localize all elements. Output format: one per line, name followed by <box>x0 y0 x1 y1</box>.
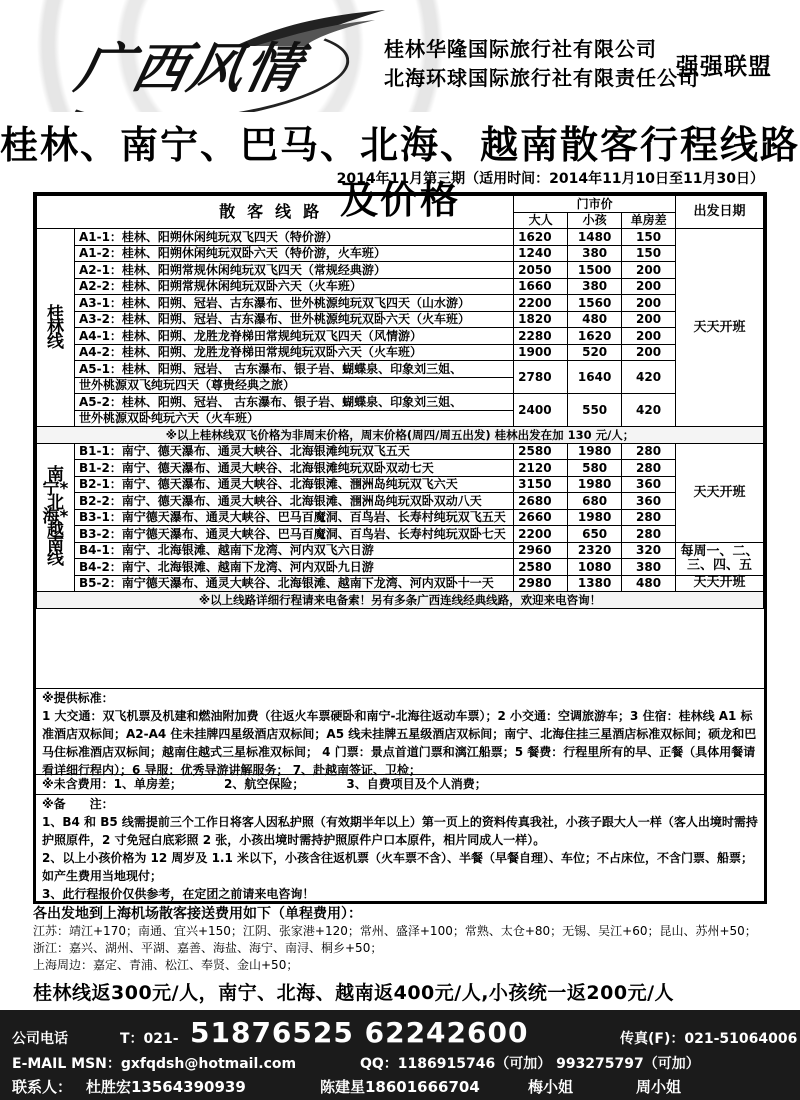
price-single: 420 <box>622 394 676 427</box>
table-row <box>37 476 764 493</box>
route-name: A2-1：桂林、阳朔常规休闲纯玩双飞四天（常规经典游） <box>74 262 513 279</box>
price-child: 380 <box>568 245 622 262</box>
transfer-title: 各出发地到上海机场散客接送费用如下（单程费用）： <box>33 906 362 922</box>
route-name: B2-2：南宁、德天瀑布、通灵大峡谷、北海银滩、涠洲岛纯玩双卧双动八天 <box>74 493 513 510</box>
price-child: 650 <box>568 526 622 543</box>
price-adult: 2960 <box>514 542 568 559</box>
group-label-nanning: 南宁*北海*越南线 <box>37 443 75 592</box>
departure-nanning-2: 每周一、二、三、四、五 <box>676 542 764 575</box>
route-name: A3-1：桂林、阳朔、冠岩、古东瀑布、世外桃源纯玩双飞四天（山水游） <box>74 295 513 312</box>
logo-text: 广西风情 <box>70 37 308 100</box>
phone-prefix: T：021- <box>120 1031 179 1047</box>
table-row <box>37 295 764 312</box>
price-single: 200 <box>622 344 676 361</box>
price-child: 1500 <box>568 262 622 279</box>
page-title: 桂林、南宁、巴马、北海、越南散客行程线路及价格 <box>0 123 800 222</box>
header-single: 单房差 <box>622 212 676 229</box>
contact-1: 杜胜宏13564390939 <box>86 1078 246 1096</box>
price-adult: 2400 <box>514 394 568 427</box>
price-child: 1620 <box>568 328 622 345</box>
guilin-note: ※以上桂林线双飞价格为非周末价格，周末价格(周四/周五出发) 桂林出发在加 130 元/人； <box>37 427 764 444</box>
remark-3: 3、此行程报价仅供参考，在定团之前请来电咨询！ <box>42 887 315 901</box>
table-row <box>37 509 764 526</box>
excluded-text: ※未含费用：1、单房差； 2、航空保险； 3、自费项目及个人消费； <box>42 777 487 791</box>
table-row <box>37 278 764 295</box>
transfer-line-zhejiang: 浙江：嘉兴、湖州、平湖、嘉善、海盐、海宁、南浔、桐乡+50； <box>33 941 383 955</box>
transfer-block <box>33 906 773 974</box>
rebate-text: 桂林线返300元/人，南宁、北海、越南返400元/人,小孩统一返200元/人 <box>33 982 675 1004</box>
route-name: B3-2：南宁德天瀑布、通灵大峡谷、巴马百魔洞、百鸟岩、长寿村纯玩双卧七天 <box>74 526 513 543</box>
route-name: A4-2：桂林、阳朔、龙胜龙脊梯田常规纯玩双卧六天（火车班） <box>74 344 513 361</box>
price-child: 1980 <box>568 476 622 493</box>
price-single: 280 <box>622 526 676 543</box>
price-single: 150 <box>622 229 676 246</box>
route-name: A1-2：桂林、阳朔休闲纯玩双卧六天（特价游，火车班） <box>74 245 513 262</box>
table-row <box>37 526 764 543</box>
price-child: 1380 <box>568 575 622 592</box>
departure-nanning-1: 天天开班 <box>676 443 764 542</box>
header-price: 门市价 <box>514 196 676 213</box>
remarks-block <box>36 794 764 902</box>
route-name: A1-1：桂林、阳朔休闲纯玩双飞四天（特价游） <box>74 229 513 246</box>
contact-footer <box>0 1010 800 1100</box>
agency-name-1: 桂林华隆国际旅行社有限公司 <box>384 37 657 61</box>
price-table <box>36 195 764 609</box>
nanning-section <box>37 443 764 592</box>
phone-label: 公司电话 <box>12 1031 68 1047</box>
nanning-note-row <box>37 592 764 609</box>
price-adult: 2050 <box>514 262 568 279</box>
table-row <box>37 344 764 361</box>
price-adult: 2680 <box>514 493 568 510</box>
price-single: 200 <box>622 328 676 345</box>
price-adult: 2120 <box>514 460 568 477</box>
alliance-text: 强强联盟 <box>676 54 772 80</box>
price-single: 280 <box>622 509 676 526</box>
standards-block <box>36 688 764 777</box>
contact-4: 周小姐 <box>636 1078 682 1096</box>
price-single: 150 <box>622 245 676 262</box>
price-single: 280 <box>622 460 676 477</box>
departure-nanning-3: 天天开班 <box>676 575 764 592</box>
issue-info: 2014年11月第三期（适用时间：2014年11月10日至11月30日） <box>336 171 764 187</box>
price-child: 1480 <box>568 229 622 246</box>
price-single: 480 <box>622 575 676 592</box>
header-route: 散客线路 <box>37 196 514 229</box>
header-banner <box>0 0 800 112</box>
price-single: 420 <box>622 361 676 394</box>
contacts-label: 联系人： <box>12 1078 73 1096</box>
guilin-note-row <box>37 427 764 444</box>
qq-numbers: QQ：1186915746（可加） 993275797（可加） <box>360 1056 700 1072</box>
price-child: 580 <box>568 460 622 477</box>
price-child: 520 <box>568 344 622 361</box>
table-row <box>37 328 764 345</box>
nanning-note: ※以上线路详细行程请来电备索！另有多条广西连线经典线路，欢迎来电咨询！ <box>37 592 764 609</box>
table-row <box>37 460 764 477</box>
price-child: 2320 <box>568 542 622 559</box>
price-child: 1640 <box>568 361 622 394</box>
price-child: 550 <box>568 394 622 427</box>
price-adult: 2980 <box>514 575 568 592</box>
price-single: 380 <box>622 559 676 576</box>
route-name-line-2: 世外桃源双飞纯玩四天（尊贵经典之旅） <box>74 377 513 394</box>
departure-guilin: 天天开班 <box>676 229 764 427</box>
price-adult: 2580 <box>514 559 568 576</box>
table-row <box>37 443 764 460</box>
price-adult: 1660 <box>514 278 568 295</box>
table-row <box>37 493 764 510</box>
route-name: B3-1：南宁德天瀑布、通灵大峡谷、巴马百魔洞、百鸟岩、长寿村纯玩双飞五天 <box>74 509 513 526</box>
table-row <box>37 245 764 262</box>
route-name: B1-1：南宁、德天瀑布、通灵大峡谷、北海银滩纯玩双飞五天 <box>74 443 513 460</box>
route-name: A2-2：桂林、阳朔常规休闲纯玩双卧六天（火车班） <box>74 278 513 295</box>
table-row <box>37 361 764 378</box>
route-name: A4-1：桂林、阳朔、龙胜龙脊梯田常规纯玩双飞四天（风情游） <box>74 328 513 345</box>
excluded-block <box>36 774 764 794</box>
route-name-line-2: 世外桃源双卧纯玩六天（火车班） <box>74 410 513 427</box>
price-adult: 2660 <box>514 509 568 526</box>
agency-name-2: 北海环球国际旅行社有限责任公司 <box>384 66 699 90</box>
email-address[interactable]: E-MAIL MSN：gxfqdsh@hotmail.com <box>12 1056 297 1072</box>
standards-label: ※提供标准： <box>42 691 114 705</box>
price-adult: 2200 <box>514 295 568 312</box>
transfer-line-jiangsu: 江苏：靖江+170；南通、宜兴+150；江阴、张家港+120；常州、盛泽+100；常熟、太仓+80；无锡、吴江+60；昆山、苏州+50； <box>33 924 757 938</box>
price-child: 1560 <box>568 295 622 312</box>
table-row <box>37 229 764 246</box>
remark-1: 1、B4 和 B5 线需提前三个工作日将客人因私护照（有效期半年以上）第一页上的资料传真我社，小孩子跟大人一样（客人出境时需持护照原件，2 寸免冠白底彩照 2 张，小孩出境时需持护照原件户口本原件，相片同成人一样）。 <box>42 815 758 847</box>
route-name: B2-1：南宁、德天瀑布、通灵大峡谷、北海银滩、涠洲岛纯玩双飞六天 <box>74 476 513 493</box>
header-departure: 出发日期 <box>676 196 764 229</box>
route-name: B5-2：南宁德天瀑布、通灵大峡谷、北海银滩、越南下龙湾、河内双卧十一天 <box>74 575 513 592</box>
contact-2: 陈建星18601666704 <box>320 1078 480 1096</box>
phone-numbers[interactable]: 51876525 62242600 <box>190 1016 529 1049</box>
price-single: 280 <box>622 443 676 460</box>
header-adult: 大人 <box>514 212 568 229</box>
route-name-line-1: A5-2：桂林、阳朔、冠岩、 古东瀑布、银子岩、蝴蝶泉、印象刘三姐、 <box>74 394 513 411</box>
fax-number: 传真(F)：021-51064006 <box>620 1031 798 1047</box>
price-child: 480 <box>568 311 622 328</box>
table-row <box>37 262 764 279</box>
price-adult: 2280 <box>514 328 568 345</box>
price-adult: 1820 <box>514 311 568 328</box>
price-child: 1980 <box>568 443 622 460</box>
route-name: B4-2：南宁、北海银滩、越南下龙湾、河内双卧九日游 <box>74 559 513 576</box>
table-row <box>37 394 764 411</box>
standards-text: 1 大交通：双飞机票及机建和燃油附加费（往返火车票硬卧和南宁-北海往返动车票）；2 小交通：空调旅游车；3 住宿：桂林线 A1 标准酒店双标间；A2-A4 住未挂牌四星级酒店双标间；A5 线未挂牌五星级酒店双标间；南宁、北海住挂三星酒店标准双标间；硕龙和巴马住标准酒店双标间；越南住越式三星标准双标间； 4 门票：景点首道门票和漓江船票；5 餐费：行程里所有的早、正餐（具体用餐请看详细行程内）；6 导服：优秀导游讲解服务； 7、赴越南签证、卫检； <box>42 709 757 777</box>
price-adult: 3150 <box>514 476 568 493</box>
price-child: 380 <box>568 278 622 295</box>
price-adult: 2200 <box>514 526 568 543</box>
table-row <box>37 575 764 592</box>
price-single: 200 <box>622 311 676 328</box>
transfer-line-shanghai: 上海周边：嘉定、青浦、松江、奉贤、金山+50； <box>33 958 299 972</box>
remark-2: 2、以上小孩价格为 12 周岁及 1.1 米以下，小孩含往返机票（火车票不含）、半餐（早餐自理）、车位；不占床位，不含门票、船票；如产生费用当地现付； <box>42 851 754 883</box>
price-child: 680 <box>568 493 622 510</box>
price-single: 360 <box>622 493 676 510</box>
route-name: B1-2：南宁、德天瀑布、通灵大峡谷、北海银滩纯玩双卧双动七天 <box>74 460 513 477</box>
price-adult: 2580 <box>514 443 568 460</box>
price-adult: 1620 <box>514 229 568 246</box>
route-name: B4-1：南宁、北海银滩、越南下龙湾、河内双飞六日游 <box>74 542 513 559</box>
contact-3: 梅小姐 <box>528 1078 574 1096</box>
table-row <box>37 559 764 576</box>
price-single: 360 <box>622 476 676 493</box>
price-single: 200 <box>622 262 676 279</box>
route-name: A3-2：桂林、阳朔、冠岩、古东瀑布、世外桃源纯玩双卧六天（火车班） <box>74 311 513 328</box>
price-child: 1980 <box>568 509 622 526</box>
guilin-section <box>37 229 764 427</box>
price-adult: 2780 <box>514 361 568 394</box>
remarks-label: ※备 注： <box>42 797 114 811</box>
price-sheet <box>33 192 767 904</box>
group-label-guilin: 桂林线 <box>37 229 75 427</box>
price-single: 200 <box>622 295 676 312</box>
price-adult: 1240 <box>514 245 568 262</box>
header-child: 小孩 <box>568 212 622 229</box>
price-child: 1080 <box>568 559 622 576</box>
route-name-line-1: A5-1：桂林、阳朔、冠岩、 古东瀑布、银子岩、蝴蝶泉、印象刘三姐、 <box>74 361 513 378</box>
price-single: 200 <box>622 278 676 295</box>
table-row <box>37 311 764 328</box>
price-single: 320 <box>622 542 676 559</box>
price-adult: 1900 <box>514 344 568 361</box>
table-row <box>37 542 764 559</box>
